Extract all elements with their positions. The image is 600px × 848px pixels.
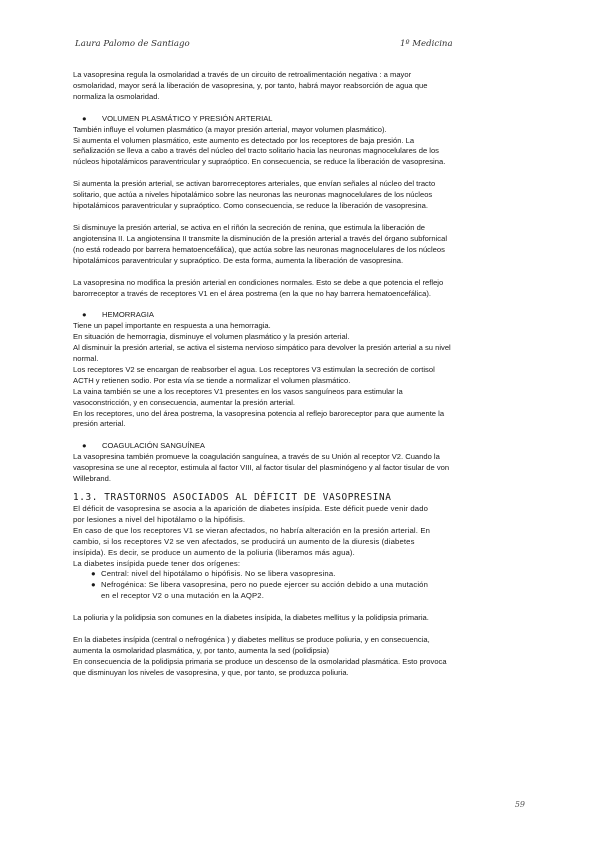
text-line: presión arterial. <box>73 419 126 429</box>
text-line: Willebrand. <box>73 474 111 484</box>
volumen-paragraph-1 <box>73 125 531 169</box>
hemorragia-heading: ● HEMORRAGIA <box>82 310 154 320</box>
text-line: (no está rodeado por barrera hematoencefálica), que actúa sobre las neuronas magnocelulares de los núcleos <box>73 244 445 254</box>
text-line: En situación de hemorragia, disminuye el volumen plasmático y la presión arterial. <box>73 332 350 342</box>
text-line: osmolaridad, mayor será la liberación de vasopresina, y, por tanto, habrá mayor reabsorción de agua que <box>73 80 428 90</box>
list-item: ● Central: nivel del hipotálamo o hipófisis. No se libera vasopresina. <box>91 569 336 579</box>
trastornos-paragraph <box>73 504 531 569</box>
hemorragia-paragraph <box>73 321 531 430</box>
text-line: También influye el volumen plasmático (a mayor presión arterial, mayor volumen plasmático). <box>73 124 387 134</box>
coagulacion-heading: ● COAGULACIÓN SANGUÍNEA <box>82 441 205 451</box>
text-line: que disminuyan los niveles de vasopresina, y que, por tanto, se produzca poliuria. <box>73 667 349 677</box>
text-line: hipotalámicos paraventricular y supraóptico. Como consecuencia, se reduce la liberación de vasopresina. <box>73 201 428 211</box>
origins-list <box>73 569 531 602</box>
text-line: vasoconstricción, y en consecuencia, aumentar la presión arterial. <box>73 397 296 407</box>
volumen-paragraph-4 <box>73 278 531 300</box>
text-line: vasopresina se une al receptor, estimula al factor VIII, al factor tisular del plasminógeno y al factor tisular de von <box>73 463 450 473</box>
text-line: núcleos hipotalámicos paraventricular y supraóptico. En consecuencia, se reduce la liberación de vasopresina. <box>73 157 446 167</box>
text-line: Tiene un papel importante en respuesta a una hemorragia. <box>73 321 271 331</box>
text-line: aumenta la osmolaridad plasmática, y, por tanto, aumenta la sed (polidipsia) <box>73 645 330 655</box>
text-line: normaliza la osmolaridad. <box>73 91 160 101</box>
text-line: Los receptores V2 se encargan de reabsorber el agua. Los receptores V3 estimulan la secreción de cortisol <box>73 364 435 374</box>
volumen-paragraph-3 <box>73 223 531 267</box>
poliuria-paragraph <box>73 613 531 624</box>
text-line: solitario, que actúa a niveles hipotalámico sobre las neuronas las neuronas magnocelulares de los núcleos <box>73 190 433 200</box>
text-line: hipotalámicos paraventricular y supraóptico. De esta forma, aumenta la liberación de vasopresina. <box>73 255 404 265</box>
course-name: 1º Medicina <box>400 39 453 49</box>
document-body <box>73 70 531 679</box>
text-line: En la diabetes insípida (central o nefrogénica ) y diabetes mellitus se produce poliuria, y en consecuencia, <box>73 635 430 645</box>
text-line: La vaina también se une a los receptores V1 presentes en los vasos sanguíneos para estimular la <box>73 386 403 396</box>
text-line: insípida). Es decir, se produce un aumento de la poliuria (liberamos más agua). <box>73 547 355 557</box>
text-line: En los receptores, uno del área postrema, la vasopresina potencia al reflejo baroreceptor para que aumente la <box>73 408 445 418</box>
volumen-heading: ● VOLUMEN PLASMÁTICO Y PRESIÓN ARTERIAL <box>82 113 273 123</box>
text-line: señalización se lleva a cabo a través del núcleo del tracto solitario hacia las neuronas magnocelulares de los <box>73 146 439 156</box>
text-line: Si aumenta la presión arterial, se activan barorreceptores arteriales, que envían señales al núcleo del tracto <box>73 179 436 189</box>
text-line: Si disminuye la presión arterial, se activa en el riñón la secreción de renina, que estimula la liberación de <box>73 222 426 232</box>
text-line: La diabetes insípida puede tener dos orígenes: <box>73 558 241 568</box>
volumen-paragraph-2 <box>73 179 531 212</box>
bullet-icon: ● <box>82 310 87 320</box>
text-line: El déficit de vasopresina se asocia a la aparición de diabetes insípida. Este déficit puede venir dado <box>73 504 429 513</box>
text-line: angiotensina II. La angiotensina II transmite la disminución de la presión arterial a través del órgano subfornical <box>73 233 447 243</box>
page-header <box>75 39 525 53</box>
coagulacion-paragraph <box>73 452 531 485</box>
text-line: La poliuria y la polidipsia son comunes en la diabetes insípida, la diabetes mellitus y la polidipsia primaria. <box>73 613 429 623</box>
osmolaridad-paragraph <box>73 70 531 103</box>
text-line: En caso de que los receptores V1 se vieran afectados, no habría alteración en la presión arterial. En <box>73 525 431 535</box>
text-line: Al disminuir la presión arterial, se activa el sistema nervioso simpático para devolver la presión arterial a su nivel <box>73 343 451 353</box>
text-line: normal. <box>73 354 99 364</box>
text-line: por lesiones a nivel del hipotálamo o la hipófisis. <box>73 514 246 524</box>
list-item: ● Nefrogénica: Se libera vasopresina, pero no puede ejercer su acción debido a una mutación en el receptor V2 o una mutación en la AQP2. <box>91 580 429 601</box>
text-line: barorreceptor a través de receptores V1 en el área postrema (en la que no hay barrera hematoencefálica). <box>73 288 431 298</box>
text-line: ACTH y retienen sodio. Por esta vía se tiende a normalizar el volumen plasmático. <box>73 375 351 385</box>
bullet-icon: ● <box>91 580 96 590</box>
text-line: La vasopresina no modifica la presión arterial en condiciones normales. Esto se debe a que potencia el reflejo <box>73 277 444 287</box>
text-line: La vasopresina también promueve la coagulación sanguínea, a través de su Unión al receptor V2. Cuando la <box>73 452 440 462</box>
text-line: La vasopresina regula la osmolaridad a través de un circuito de retroalimentación negativa : a mayor <box>73 70 412 79</box>
bullet-icon: ● <box>82 113 87 123</box>
text-line: cambio, si los receptores V2 se ven afectados, se producirá un aumento de la diuresis (diabetes <box>73 536 415 546</box>
final-paragraph <box>73 635 531 679</box>
bullet-icon: ● <box>82 441 87 451</box>
page-number: 59 <box>514 800 525 809</box>
text-line: En consecuencia de la polidipsia primaria se produce un descenso de la osmolaridad plasmática. Esto provoca <box>73 656 447 666</box>
section-title: 1.3. TRASTORNOS ASOCIADOS AL DÉFICIT DE VASOPRESINA <box>73 492 392 503</box>
bullet-icon: ● <box>91 569 96 579</box>
text-line: Si aumenta el volumen plasmático, este aumento es detectado por los receptores de baja presión. La <box>73 135 415 145</box>
author-name: Laura Palomo de Santiago <box>75 39 190 49</box>
